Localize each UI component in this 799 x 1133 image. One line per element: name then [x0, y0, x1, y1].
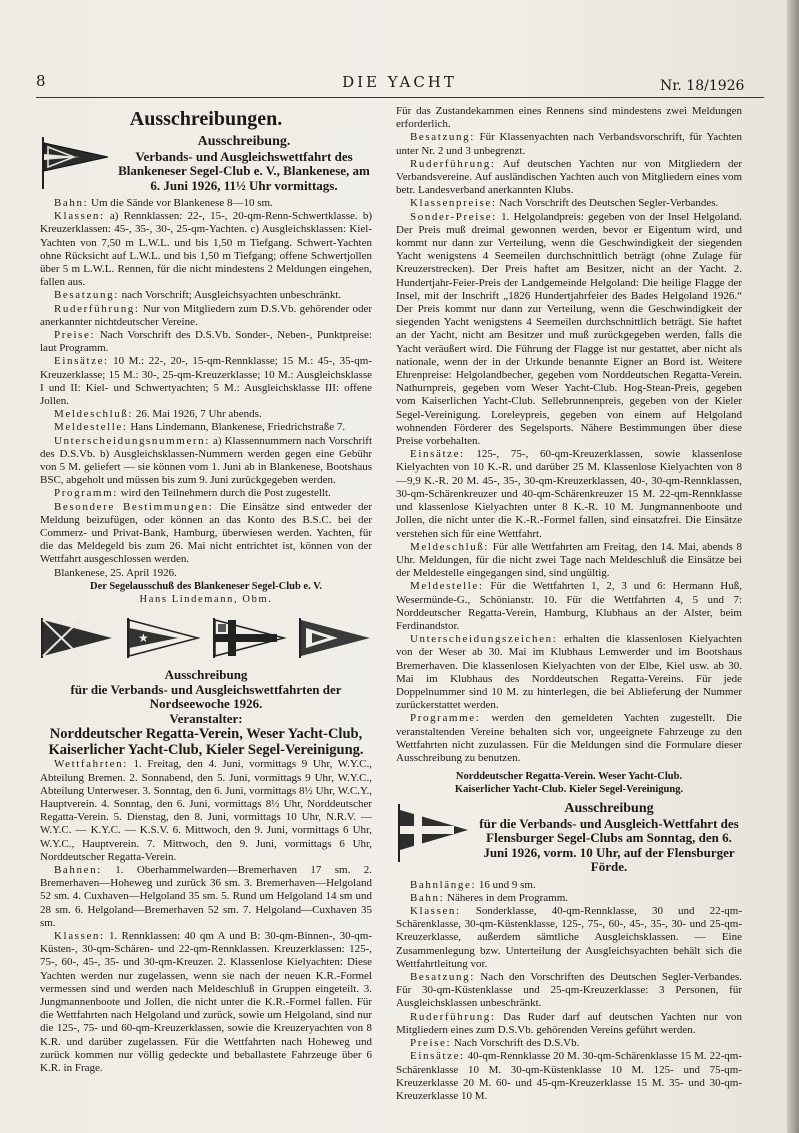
term-label: Bahnen: — [54, 863, 102, 876]
paragraph — [396, 1037, 742, 1050]
paragraph — [396, 879, 742, 892]
nordsee-title-line2: für die Verbands- und Ausgleichswettfahrten der Nordseewoche 1926. — [70, 681, 342, 712]
term-label: Besatzung: — [54, 289, 119, 302]
blankenese-heading — [40, 135, 372, 193]
wyc-flag-icon — [126, 616, 200, 660]
term-text: a) Rennklassen: 22-, 15-, 20-qm-Renn-Schwertklasse. b) Kreuzerklassen: 45-, 35-, 30-, 25-qm-Yachten. c) Ausgleichsklassen: Kiel-Yachten von 7,50 m L.W.L. und bis 1,50 m Tiefgang. Schwert-Yachten ohne Rücksicht auf L.W.L. und bis 1,50 m Tiefgang; offene Schwertjollen über 5 m L.W.L. Rennen, für die nicht mindestens 2 Meldungen eingehen, fallen aus. — [40, 210, 372, 289]
paragraph — [40, 435, 372, 488]
term-label: Einsätze: — [410, 1050, 465, 1063]
term-label: Bahn: — [410, 891, 445, 904]
flensburg-title-line1: Ausschreibung — [564, 801, 654, 817]
paragraph — [40, 355, 372, 408]
term-text: Um die Sände vor Blankenese 8—10 sm. — [88, 197, 273, 209]
ksv-flag-icon — [298, 616, 372, 660]
term-text: Nach Vorschrift des D.S.Vb. Sonder-, Neben-, Punktpreise: laut Programm. — [40, 329, 372, 355]
term-text: 1. Helgolandpreis: gegeben von der Insel Helgoland. Der Preis muß dreimal gewonnen werden, bevor er Eigentum wird, und kommt nur dann zur Verteilung, wenn die Geschwindigkeit der siegenden Yacht wenigstens 4 Seemeilen durchschnittlich beträgt (ohne Zulage für Kreuzerstrecken). Der Preis haftet am Besitzer, nicht an der Yacht. 2. Hundertjahr-Feier-Preis der Landgemeinde Helgoland: Die heilige Flagge der Insel, mit der Inschrift „1826 Hundertjahrfeier des Bades Helgoland 1926.“ Der Preis kommt nur dann zur Verteilung, wenn die Geschwindigkeit der siegenden Yacht wenigstens 4 Seemeilen durchschnittlich beträgt. Sie haftet an der Yacht, nicht am Besitzer und muß zurückgegeben werden, falls die Yacht veräußert wird. Die Führung der Flagge ist nur gestattet, aber nicht als nationale, wenn der in der Urkunde benannte Eigner an Bord ist. Weitere Ehrenpreise: Helgolandbecher, gegeben vom Norddeutschen Regatta-Verein. Nathurnpreis, gegeben vom Weser Yacht-Club. Hog-Stean-Preis, gegeben vom Kaiserlichen Yacht-Club. Sellebrunnenpreis, gegeben von der Kieler Segel-Vereinigung. Loreleypreis, gegeben von einem auf Helgoland wohnenden Förderer des Segelsports. Nähere Bestimmungen über diese Preise vorbehalten. — [396, 210, 742, 448]
signature-name: Hans Lindemann, Obm. — [139, 594, 273, 606]
term-label: Unterscheidungsnummern: — [54, 434, 210, 447]
paragraph — [40, 758, 372, 864]
term-text: wird den Teilnehmern durch die Post zugestellt. — [117, 487, 331, 500]
paragraph — [396, 971, 742, 1011]
term-label: Bahnlänge: — [410, 878, 477, 891]
term-label: Ruderführung: — [410, 1010, 496, 1023]
term-text: Das Ruder darf auf deutschen Yachten nur von Mitgliedern eines zum D.S.Vb. gehörenden Vereins geführt werden. — [396, 1010, 742, 1036]
paragraph — [40, 864, 372, 930]
signature-orgs-line2: Kaiserlicher Yacht-Club. Kieler Segel-Vereinigung. — [454, 783, 684, 795]
term-label: Preise: — [54, 329, 96, 342]
term-label: Sonder-Preise: — [410, 210, 497, 223]
term-label: Programme: — [410, 712, 481, 725]
term-label: Meldeschluß: — [54, 408, 134, 421]
paragraph — [396, 905, 742, 971]
term-text: nach Vorschrift; Ausgleichsyachten unbeschränkt. — [118, 289, 342, 302]
signature-orgs-line1: Norddeutscher Regatta-Verein. Weser Yacht-Club. — [455, 771, 683, 783]
header-rule — [36, 97, 764, 98]
paragraph — [396, 541, 742, 581]
term-text: Nur von Mitgliedern zum D.S.Vb. gehörender oder anerkannter nichtdeutscher Vereine. — [40, 302, 372, 328]
paragraph — [40, 289, 372, 302]
term-label: Klassenpreise: — [410, 197, 497, 210]
paragraph — [40, 421, 372, 434]
term-label: Klassen: — [54, 210, 105, 223]
paragraph — [396, 712, 742, 765]
paragraph — [40, 501, 372, 567]
term-label: Klassen: — [410, 905, 461, 918]
signature-org: Der Segelausschuß des Blankeneser Segel-Club e. V. — [90, 580, 322, 592]
term-label: Unterscheidungszeichen: — [410, 633, 558, 646]
flensburg-pennant-icon — [396, 802, 470, 864]
kyc-flag-icon — [212, 616, 286, 660]
paragraph — [396, 1050, 742, 1103]
paragraph — [396, 448, 742, 540]
paragraph — [396, 158, 742, 198]
right-column — [396, 105, 742, 1125]
term-text: Näheres in dem Programm. — [444, 891, 568, 904]
paragraph — [396, 197, 742, 210]
term-label: Wettfahrten: — [54, 758, 128, 771]
paragraph — [396, 580, 742, 633]
term-text: 1. Freitag, den 4. Juni, vormittags 9 Uhr, W.Y.C., Abteilung Bremen. 2. Sonnabend, den 5. Juni, vormittags 9 Uhr, W.Y.C., Abteilung Unterweser. 3. Sonntag, den 6. Juni, vormittags 8½ Uhr, W.C.Y., Hauptverein. 4. Sonntag, den 6. Juni, vormittags 8½ Uhr, Norddeutscher Regatta-Verein. 5. Dienstag, den 8. Juni, vormittags 10 Uhr, N.R.V. — W.Y.C. — K.Y.C. — K.S.V. 6. Mittwoch, den 9. Juni, vormittags 6 Uhr, W.Y.C., Hauptverein. 7. Mittwoch, den 9. Juni, vormittags 6 Uhr, Norddeutscher Regatta-Verein. — [40, 758, 372, 863]
paragraph — [396, 131, 742, 157]
term-text: werden den gemeldeten Yachten zugestellt. Die veranstaltenden Vereine behalten sich vor, ungeeignete Fahrzeuge zu den Wettfahrten nicht zuzulassen. Für die Meldungen sind die Formulare dieser Ausschreibung zu benutzen. — [396, 712, 742, 764]
term-label: Ruderführung: — [54, 302, 140, 315]
term-label: Besatzung: — [410, 971, 475, 984]
term-text: Nach Vorschrift des Deutschen Segler-Verbandes. — [496, 197, 719, 210]
veranstalter-list: Norddeutscher Regatta-Verein, Weser Yacht-Club, Kaiserlicher Yacht-Club, Kieler Segel-Vereinigung. — [48, 726, 364, 759]
term-label: Meldeschluß: — [410, 540, 490, 553]
term-label: Preise: — [410, 1037, 452, 1050]
page-number: 8 — [36, 72, 46, 90]
term-text: a) Klassennummern nach Vorschrift des D.S.Vb. b) Ausgleichsklassen-Nummern werden gegen eine Gebühr von 5 M. geliefert — sie können vom 1. Juni ab in Blankenese, Bootshaus BSC, abgeholt und müssen bis zum 9. Juni zurückgegeben werden. — [40, 434, 372, 487]
veranstalter-head: Veranstalter: — [169, 710, 243, 726]
term-label: Ruderführung: — [410, 157, 496, 170]
paragraph — [40, 197, 372, 210]
term-text: 26. Mai 1926, 7 Uhr abends. — [133, 408, 262, 421]
term-label: Klassen: — [54, 929, 105, 942]
club-flags-row — [40, 612, 372, 668]
term-label: Bahn: — [54, 197, 89, 209]
term-text: 40-qm-Rennklasse 20 M. 30-qm-Schärenklasse 15 M. 22-qm-Schärenklasse 10 M. 30-qm-Küstenklasse 10 M. 125- und 75-qm-Kreuzerklasse 20 M. 60- und 45-qm-Kreuzerklasse 15 M. 35- und 30-qm-Kreuzerklasse 10 M. — [396, 1050, 742, 1102]
term-text: 1. Rennklassen: 40 qm A und B: 30-qm-Binnen-, 30-qm-Küsten-, 30-qm-Schären- und 22-qm-Rennklassen. Kreuzerklassen: 125-, 75-, 60-, 45-, 35- und 30-qm-Kreuzer. 2. Klassenlose Kielyachten: Diese Yachten werden nur zugelassen, wenn sie nach der neuen K.R.-Formel vermessen sind und werden nach Meldeschluß in Gruppen eingeteilt. 3. Jungmannenboote und Jollen, die nicht unter die K.R.-Formel fallen. Für die Wettfahrten nach Helgoland und zurück, sowie um Helgoland, sind nur die 125-, 75- und 60-qm-Kreuzerklassen, sowie die Kreuzeryachten von 8 K.R. und darüber zugelassen. Für die Wettfahrten nach Hoheweg und zurück kommen nur völlig gedeckte und beballastete Fahrzeuge über 6 K.R. in Frage. — [40, 929, 372, 1074]
term-text: Die Einsätze sind entweder der Meldung beizufügen, oder können an das Konto des B.S.C. bei der Commerz- und Privat-Bank, Hamburg, überwiesen werden. Yachten, für die das Meldegeld bis zum 26. Mai nicht entrichtet ist, können von der Wettfahrt ausgeschlossen werden. — [40, 500, 372, 566]
term-label: Einsätze: — [54, 355, 109, 368]
term-label: Meldestelle: — [54, 421, 128, 434]
blankenese-pennant-icon — [40, 135, 110, 191]
term-label: Besondere Bestimmungen: — [54, 500, 214, 513]
blankenese-title — [116, 135, 372, 193]
term-text: 125-, 75-, 60-qm-Kreuzerklassen, sowie klassenlose Kielyachten von 10 K.-R. und darüber 25 M. Klassenlose Kielyachten von 8—9,9 K.-R. 20 M. 45-, 35-, 30-qm-Kreuzerklassen, 40-, 30-qm-Rennklassen, 30-qm-Schärenkreuzer und 40-qm-Schärenkreuzer 15 M. 22-qm-Rennklasse und klassenlose Kielyachten unter 8 K.-R. 10 M. Jungmannenboote und Jollen, die nicht unter die K.-R.-Formel fallen, sind einsatzfrei. Die Einsätze verstehen sich für eine Wettfahrt. — [396, 448, 742, 540]
paragraph — [396, 211, 742, 449]
term-text: Für alle Wettfahrten am Freitag, den 14. Mai, abends 8 Uhr. Meldungen, für die nicht zwei Tage nach Meldeschluß die Einsätze bei der Meldestelle eingegangen sind, sind ungültig. — [396, 540, 742, 580]
nordsee-title-line1: Ausschreibung — [164, 667, 248, 683]
paragraph — [40, 210, 372, 289]
term-text: Für Klassenyachten nach Verbandsvorschrift, für Yachten unter Nr. 2 und 3 unbegrenzt. — [396, 131, 742, 157]
paragraph: Für das Zustandekammen eines Rennens sind mindestens zwei Meldungen erforderlich. — [396, 105, 742, 131]
blankenese-title-line2: Verbands- und Ausgleichswettfahrt des Blankeneser Segel-Club e. V., Blankenese, am 6. Juni 1926, 11½ Uhr vormittags. — [118, 148, 370, 193]
term-label: Programm: — [54, 487, 118, 500]
flensburg-title-line2: für die Verbands- und Ausgleich-Wettfahrt des Flensburger Segel-Clubs am Sonntag, den 6. Juni 1926, vorm. 10 Uhr, auf der Flensburger Förde. — [479, 815, 739, 875]
section-heading: Ausschreibungen. — [129, 108, 283, 130]
term-text: Auf deutschen Yachten nur von Mitgliedern der Verbandsvereine. Auf ausländischen Yachten auch von Mitgliedern eines vom betr. Landesverband anerkannten Klubs. — [396, 157, 742, 197]
term-label: Einsätze: — [410, 448, 465, 461]
term-label: Besatzung: — [410, 131, 475, 144]
term-text: 16 und 9 sm. — [476, 878, 536, 891]
paragraph — [40, 408, 372, 421]
paragraph — [396, 892, 742, 905]
paragraph — [40, 930, 372, 1075]
paragraph — [40, 303, 372, 329]
term-label: Meldestelle: — [410, 580, 484, 593]
magazine-title: DIE YACHT — [342, 73, 457, 91]
term-text: 1. Oberhammelwarden—Bremerhaven 17 sm. 2. Bremerhaven—Hoheweg und zurück 36 sm. 3. Bremerhaven—Helgoland 52 sm. 4. Cuxhaven—Helgoland 35 sm. 5. Rund um Helgoland 14 sm und 28 sm. 6. Helgoland—Bremerhaven 52 sm. 7. Helgoland—Cuxhaven 35 sm. — [40, 863, 372, 929]
svg-text:★: ★ — [138, 631, 149, 646]
paragraph — [396, 633, 742, 712]
dateline: Blankenese, 25. April 1926. — [54, 566, 177, 579]
term-text: Nach Vorschrift des D.S.Vb. — [451, 1037, 580, 1050]
flensburg-heading — [396, 802, 742, 875]
term-text: Nach den Vorschriften des Deutschen Segler-Verbandes. Für 30-qm-Küstenklasse und 25-qm-Kreuzerklasse: 3 Personen, für Ausgleichsklassen unbeschränkt. — [396, 971, 742, 1010]
paragraph — [40, 329, 372, 355]
page-edge — [787, 0, 799, 1133]
issue-number: Nr. 18/1926 — [660, 78, 745, 94]
term-text: Für die Wettfahrten 1, 2, 3 und 6: Hermann Huß, Wesermünde-G., Schönianstr. 10. Für die Wettfahrten 4, 5 und 7: Norddeutscher Regatta-Verein, Hamburg, Klubhaus an der Alster, beim Ferdinandstor. — [396, 580, 742, 632]
nrv-flag-icon — [40, 616, 114, 660]
term-text: erhalten die klassenlosen Kielyachten von der Weser ab 30. Mai im Klubhaus Lemwerder und im Bootshaus Bremerhaven. Die klassenlosen Kielyachten von der Elbe, Kiel usw. ab 30. Mai im Klubhaus des Norddeutschen Regatta-Vereins. Für jede Doppelnummer sind 10 M. zu hinterlegen, die bei Ablieferung der Nummer zurückerstattet werden. — [396, 633, 742, 712]
paragraph — [40, 487, 372, 500]
flensburg-title — [476, 802, 742, 875]
left-column — [40, 105, 372, 1125]
term-text: Sonderklasse, 40-qm-Rennklasse, 30 und 22-qm-Schärenklasse, 30-qm-Küstenklasse, 125-, 75-, 60-, 45-, 35-, 30- und 25-qm-Kreuzerklasse, außerdem sämtliche Ausgleichsklassen. — Eine Zusammenlegung bzw. Unterteilung der Ausgleichsyachten behält sich die Wettfahrtleitung vor. — [396, 905, 742, 970]
paragraph — [396, 1011, 742, 1037]
term-text: Hans Lindemann, Blankenese, Friedrichstraße 7. — [127, 421, 346, 434]
term-text: 10 M.: 22-, 20-, 15-qm-Rennklasse; 15 M.: 45-, 35-qm-Kreuzerklasse; 15 M.: 30-, 25-qm-Kreuzerklasse; 10 M.: Ausgleichsklasse I und II: Kiel- und Schwertyachten; 5 M.: Ausgleichsklasse III: offene Jollen. — [40, 355, 372, 408]
blankenese-title-line1: Ausschreibung. — [197, 134, 291, 149]
